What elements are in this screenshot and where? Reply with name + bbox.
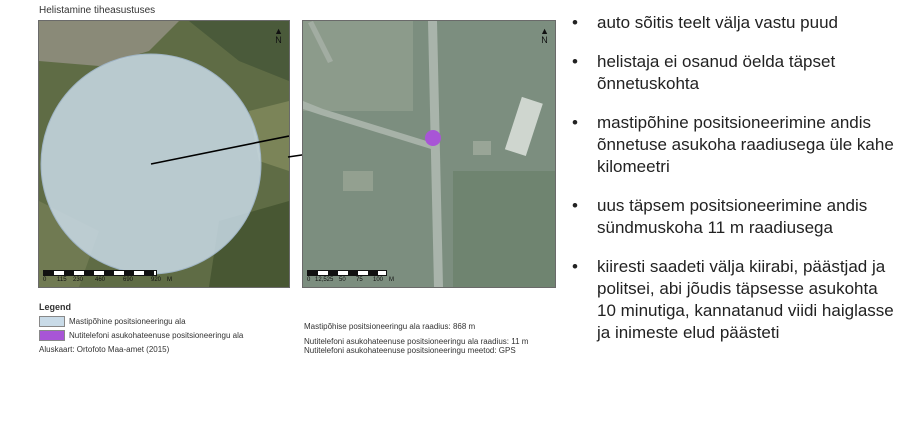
scale-label: 230 — [73, 277, 84, 283]
overview-map — [38, 20, 290, 288]
map-title: Helistamine tiheasustuses — [39, 5, 156, 16]
bullet-item: • kiiresti saadeti välja kiirabi, päästjad ja politsei, abi jõudis täpsesse asukohta 10 minutiga, kannatanud viidi haiglasse ja inimeste elud päästeti — [568, 256, 898, 344]
map-source: Aluskaart: Ortofoto Maa-amet (2015) — [39, 345, 170, 354]
detail-scale-bar — [307, 270, 394, 283]
legend-swatch-phone — [39, 330, 65, 341]
north-arrow-icon: ▲ N — [540, 26, 549, 45]
scale-label: 920 — [151, 277, 162, 283]
phone-radius-text: Nutitelefoni asukohateenuse positsioneeringu ala raadius: 11 m — [304, 337, 529, 346]
bullet-item: • uus täpsem positsioneerimine andis sündmuskoha 11 m raadiusega — [568, 195, 898, 239]
scale-label: 0 — [43, 277, 47, 283]
scale-label: 460 — [95, 277, 106, 283]
north-label: N — [541, 35, 548, 45]
scale-label: 12,525 — [315, 277, 334, 283]
scale-label: 115 — [57, 277, 67, 283]
legend-swatch-mast — [39, 316, 65, 327]
scale-label: 100 — [373, 277, 384, 283]
scale-unit: M — [389, 277, 394, 283]
map-legend — [39, 302, 243, 354]
bullet-item: • auto sõitis teelt välja vastu puud — [568, 12, 898, 34]
detail-map — [302, 20, 556, 288]
scale-label: 690 — [123, 277, 134, 283]
scale-label: 75 — [356, 277, 363, 283]
overview-map-image — [39, 21, 289, 287]
overview-scale-bar — [43, 270, 172, 283]
scale-label: 0 — [307, 277, 311, 283]
radius-info — [304, 322, 528, 355]
north-arrow-icon: ▲ N — [274, 26, 283, 45]
mast-radius-text: Mastipõhise positsioneeringu ala raadius: 868 m — [304, 322, 476, 331]
legend-title: Legend — [39, 302, 72, 312]
legend-item — [39, 316, 243, 327]
legend-item — [39, 330, 243, 341]
scale-label: 50 — [339, 277, 346, 283]
detail-map-image — [303, 21, 555, 287]
bullet-item: • helistaja ei osanud öelda täpset õnnetuskohta — [568, 51, 898, 95]
bullet-list — [568, 12, 898, 361]
scale-unit: M — [167, 277, 172, 283]
phone-method-text: Nutitelefoni asukohateenuse positsioneeringu meetod: GPS — [304, 346, 516, 355]
north-label: N — [275, 35, 282, 45]
legend-label: Mastipõhine positsioneeringu ala — [69, 317, 186, 326]
legend-label: Nutitelefoni asukohateenuse positsioneeringu ala — [69, 331, 244, 340]
bullet-item: • mastipõhine positsioneerimine andis õnnetuse asukoha raadiusega üle kahe kilomeetri — [568, 112, 898, 178]
